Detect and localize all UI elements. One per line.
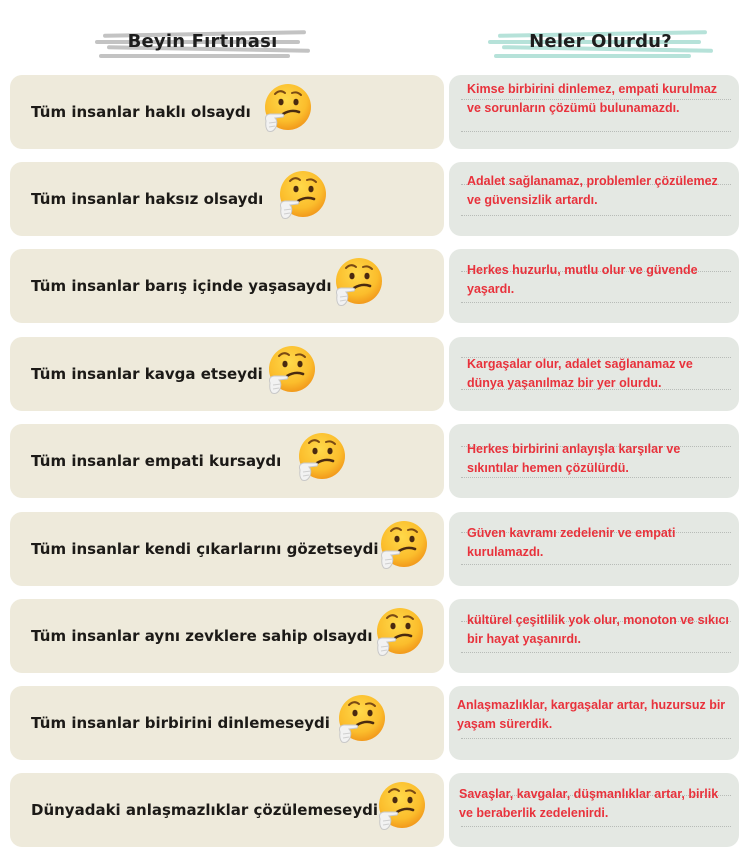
thinking-face-icon bbox=[374, 518, 430, 574]
thinking-face-icon bbox=[273, 168, 329, 224]
row-6 bbox=[0, 599, 745, 673]
question-card bbox=[10, 75, 444, 149]
header-brainstorm bbox=[95, 22, 310, 64]
answer-card bbox=[449, 773, 739, 847]
answer-text: Kargaşalar olur, adalet sağlanamaz ve dünya yaşanılmaz bir yer olurdu. bbox=[467, 357, 693, 390]
question-card bbox=[10, 686, 444, 760]
answer-card bbox=[449, 599, 739, 673]
question-card bbox=[10, 773, 444, 847]
thinking-face-icon bbox=[292, 430, 348, 486]
question-card bbox=[10, 512, 444, 586]
answer-text: Savaşlar, kavgalar, düşmanlıklar artar, birlik ve beraberlik zedelenirdi. bbox=[459, 787, 719, 820]
answer-text: Herkes huzurlu, mutlu olur ve güvende yaşardı. bbox=[467, 263, 698, 296]
answer-card bbox=[449, 686, 739, 760]
answer-card bbox=[449, 337, 739, 411]
answer-text: Adalet sağlanamaz, problemler çözülemez ve güvensizlik artardı. bbox=[467, 174, 718, 207]
thinking-face-icon bbox=[372, 779, 428, 835]
question-card bbox=[10, 337, 444, 411]
question-card bbox=[10, 249, 444, 323]
question-card bbox=[10, 599, 444, 673]
thinking-face-icon bbox=[329, 255, 385, 311]
thinking-face-icon bbox=[332, 692, 388, 748]
question-text: Tüm insanlar birbirini dinlemeseydi bbox=[31, 714, 330, 732]
header-title-right: Neler Olurdu? bbox=[529, 31, 672, 52]
question-text: Tüm insanlar haksız olsaydı bbox=[31, 190, 264, 208]
question-card bbox=[10, 162, 444, 236]
question-text: Tüm insanlar kavga etseydi bbox=[31, 365, 263, 383]
thinking-face-icon bbox=[258, 81, 314, 137]
row-5 bbox=[0, 512, 745, 586]
question-text: Tüm insanlar empati kursaydı bbox=[31, 452, 282, 470]
answer-card bbox=[449, 512, 739, 586]
row-4 bbox=[0, 424, 745, 498]
question-text: Tüm insanlar haklı olsaydı bbox=[31, 103, 251, 121]
question-card bbox=[10, 424, 444, 498]
answer-text: Güven kavramı zedelenir ve empati kurulamazdı. bbox=[467, 526, 676, 559]
row-1 bbox=[0, 162, 745, 236]
row-0 bbox=[0, 75, 745, 149]
question-text: Tüm insanlar kendi çıkarlarını gözetseydi bbox=[31, 540, 379, 558]
answer-text: kültürel çeşitlilik yok olur, monoton ve sıkıcı bir hayat yaşanırdı. bbox=[467, 613, 729, 646]
row-7 bbox=[0, 686, 745, 760]
thinking-face-icon bbox=[262, 343, 318, 399]
answer-card bbox=[449, 249, 739, 323]
question-text: Tüm insanlar barış içinde yaşasaydı bbox=[31, 277, 332, 295]
answer-text: Kimse birbirini dinlemez, empati kurulmaz ve sorunların çözümü bulunamazdı. bbox=[467, 82, 718, 115]
row-3 bbox=[0, 337, 745, 411]
header-title-left: Beyin Fırtınası bbox=[127, 31, 278, 52]
thinking-face-icon bbox=[370, 605, 426, 661]
answer-card bbox=[449, 424, 739, 498]
answer-text: Herkes birbirini anlayışla karşılar ve sıkıntılar hemen çözülürdü. bbox=[467, 442, 681, 475]
header-what-would-happen bbox=[488, 22, 713, 64]
answer-card bbox=[449, 162, 739, 236]
question-text: Tüm insanlar aynı zevklere sahip olsaydı bbox=[31, 627, 373, 645]
row-8 bbox=[0, 773, 745, 847]
row-2 bbox=[0, 249, 745, 323]
answer-card bbox=[449, 75, 739, 149]
answer-text: Anlaşmazlıklar, kargaşalar artar, huzursuz bir yaşam sürerdik. bbox=[457, 698, 726, 731]
question-text: Dünyadaki anlaşmazlıklar çözülemeseydi bbox=[31, 801, 379, 819]
